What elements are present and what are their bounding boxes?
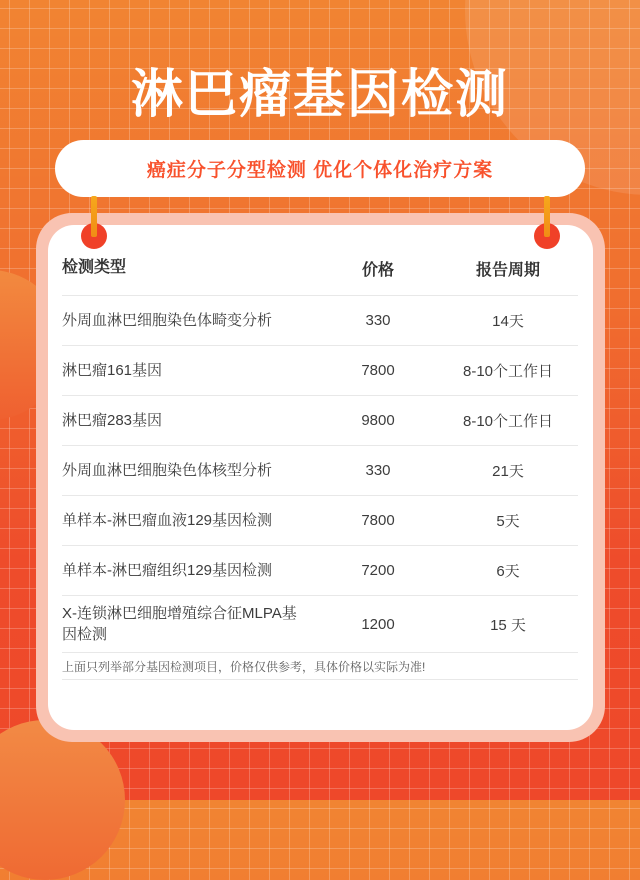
- test-price: 330: [365, 462, 391, 479]
- test-name: 单样本-淋巴瘤组织129基因检测: [62, 562, 273, 579]
- test-period: 21天: [492, 463, 524, 480]
- test-name: 单样本-淋巴瘤血液129基因检测: [62, 512, 273, 529]
- poster-title: 淋巴瘤基因检测: [130, 66, 509, 124]
- column-header-test-type: 检测类型: [62, 258, 127, 276]
- table-row: [62, 445, 578, 495]
- test-period: 14天: [492, 313, 524, 330]
- test-name: 外周血淋巴细胞染色体核型分析: [62, 462, 273, 479]
- test-price: 330: [365, 312, 391, 329]
- hanger-bar-right: [544, 196, 550, 237]
- table-row: [62, 545, 578, 595]
- circle-decoration-bottom-left: [0, 720, 125, 880]
- test-name: 淋巴瘤161基因: [62, 362, 163, 379]
- table-row: [62, 295, 578, 345]
- test-name: 外周血淋巴细胞染色体畸变分析: [62, 312, 273, 329]
- table-row: [62, 595, 578, 652]
- table-row: [62, 395, 578, 445]
- column-header-price: 价格: [361, 261, 394, 279]
- table-row: [62, 345, 578, 395]
- table-header: [62, 225, 578, 295]
- test-period: 6天: [496, 563, 520, 580]
- subtitle-text: 癌症分子分型检测 优化个体化治疗方案: [146, 160, 494, 181]
- test-period: 5天: [496, 513, 520, 530]
- hanger-bar-left: [91, 196, 97, 237]
- test-price: 1200: [361, 615, 395, 633]
- test-name: 淋巴瘤283基因: [62, 412, 163, 429]
- table-row: [62, 495, 578, 545]
- test-price: 7800: [361, 512, 395, 529]
- price-card: [36, 213, 605, 742]
- test-period: 15 天: [490, 616, 526, 634]
- subtitle-pill: [55, 140, 585, 197]
- test-period: 8-10个工作日: [462, 363, 554, 380]
- test-period: 8-10个工作日: [462, 413, 554, 430]
- footer-note: 上面只列举部分基因检测项目，价格仅供参考，具体价格以实际为准!: [62, 652, 578, 680]
- test-price: 7200: [361, 562, 395, 579]
- column-header-report-period: 报告周期: [475, 261, 540, 279]
- test-price: 7800: [361, 362, 395, 379]
- test-name: X-连锁淋巴细胞增殖综合征MLPA基因检测: [62, 605, 297, 643]
- test-price: 9800: [361, 412, 395, 429]
- price-card-inner: [48, 225, 593, 730]
